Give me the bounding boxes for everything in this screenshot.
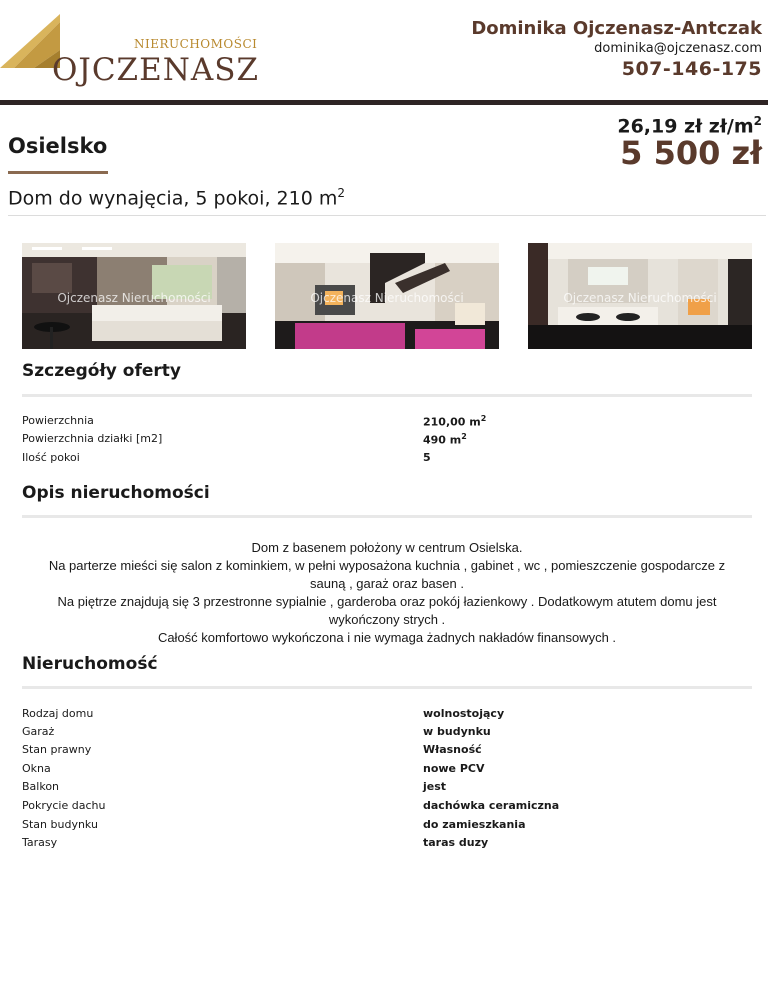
details-value-text: 210,00 m xyxy=(423,415,481,429)
property-label: Okna xyxy=(22,762,51,775)
photo-watermark: Ojczenasz Nieruchomości xyxy=(310,291,464,305)
details-row xyxy=(22,451,752,469)
photo-watermark: Ojczenasz Nieruchomości xyxy=(57,291,211,305)
price-per-m2-sup: 2 xyxy=(753,114,762,128)
details-label: Ilość pokoi xyxy=(22,451,80,464)
photo-watermark: Ojczenasz Nieruchomości xyxy=(563,291,717,305)
property-value: Własność xyxy=(423,743,482,756)
details-label: Powierzchnia xyxy=(22,414,94,427)
description-text xyxy=(22,539,752,647)
property-label: Rodzaj domu xyxy=(22,707,94,720)
details-heading: Szczegóły oferty xyxy=(22,361,181,381)
description-line: Dom z basenem położony w centrum Osielska. xyxy=(251,540,523,555)
property-row xyxy=(22,762,752,780)
property-value: dachówka ceramiczna xyxy=(423,799,560,812)
property-row xyxy=(22,743,752,761)
description-heading: Opis nieruchomości xyxy=(22,483,210,503)
kitchen-photo[interactable] xyxy=(22,243,246,349)
property-value: w budynku xyxy=(423,725,491,738)
property-row xyxy=(22,836,752,854)
description-line: wykończony strych . xyxy=(328,612,446,627)
property-row xyxy=(22,780,752,798)
company-logo[interactable] xyxy=(0,10,260,90)
listing-price: 5 500 zł xyxy=(620,134,762,172)
city-underline xyxy=(8,171,108,174)
details-value xyxy=(423,414,486,429)
details-row xyxy=(22,414,752,432)
property-label: Garaż xyxy=(22,725,55,738)
title-divider xyxy=(8,215,766,216)
description-divider xyxy=(22,515,752,518)
property-value: wolnostojący xyxy=(423,707,505,720)
property-value: do zamieszkania xyxy=(423,818,526,831)
living-room-photo[interactable] xyxy=(275,243,499,349)
description-line: Na parterze mieści się salon z kominkiem, w pełni wyposażona kuchnia , gabinet , wc , pomieszczenie gospodarcze z xyxy=(48,558,726,573)
property-label: Pokrycie dachu xyxy=(22,799,106,812)
logo-subtitle: NIERUCHOMOŚCI xyxy=(134,37,258,51)
property-row xyxy=(22,818,752,836)
property-label: Stan prawny xyxy=(22,743,92,756)
details-label: Powierzchnia działki [m2] xyxy=(22,432,163,445)
logo-name: OJCZENASZ xyxy=(52,52,260,88)
property-label: Stan budynku xyxy=(22,818,98,831)
agent-email-link[interactable]: dominika@ojczenasz.com xyxy=(594,41,762,56)
details-value xyxy=(423,432,467,447)
property-label: Tarasy xyxy=(22,836,58,849)
property-divider xyxy=(22,686,752,689)
offer-title-text: Dom do wynajęcia, 5 pokoi, 210 m xyxy=(8,187,338,210)
property-row xyxy=(22,707,752,725)
header-divider xyxy=(0,100,768,105)
property-value: taras duzy xyxy=(423,836,489,849)
property-heading: Nieruchomość xyxy=(22,654,158,674)
offer-title xyxy=(8,186,345,209)
details-divider xyxy=(22,394,752,397)
details-value-sup: 2 xyxy=(480,414,487,423)
details-value-text: 490 m xyxy=(423,433,462,447)
kitchen-living-photo[interactable] xyxy=(528,243,752,349)
offer-title-sup: 2 xyxy=(337,186,345,200)
description-line: sauną , garaż oraz basen . xyxy=(310,576,464,591)
property-value: jest xyxy=(423,780,447,793)
agent-phone-link[interactable]: 507-146-175 xyxy=(621,58,762,80)
property-label: Balkon xyxy=(22,780,60,793)
details-row xyxy=(22,432,752,450)
agent-contact xyxy=(471,18,762,80)
description-line: Całość komfortowo wykończona i nie wymaga żadnych nakładów finansowych . xyxy=(157,630,617,645)
listing-city: Osielsko xyxy=(8,134,108,158)
property-row xyxy=(22,799,752,817)
price-per-m2-text: 26,19 zł zł/m xyxy=(617,115,754,138)
details-value-sup: 2 xyxy=(461,432,467,441)
property-value: nowe PCV xyxy=(423,762,485,775)
details-value: 5 xyxy=(423,451,431,464)
agent-name: Dominika Ojczenasz-Antczak xyxy=(471,18,762,39)
property-row xyxy=(22,725,752,743)
description-line: Na piętrze znajdują się 3 przestronne sypialnie , garderoba oraz pokój łazienkowy . Dodatkowym atutem domu jest xyxy=(57,594,717,609)
